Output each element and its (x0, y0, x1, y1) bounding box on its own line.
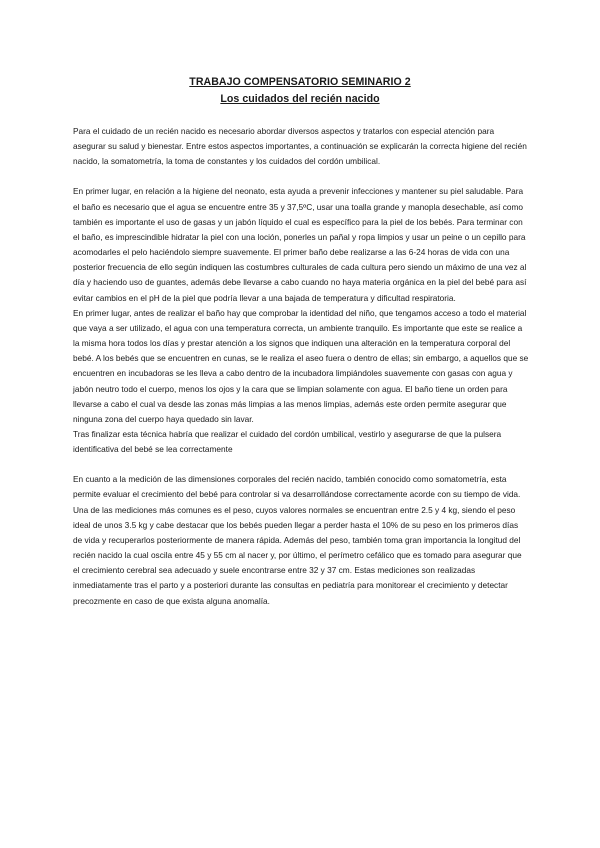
document-header (0, 74, 600, 108)
paragraph-hygiene: En primer lugar, en relación a la higiene del neonato, esta ayuda a prevenir infecciones y mantener su piel saludable. Para el baño es necesario que el agua se encuentre entre 35 y 37,5ºC, usar una toalla grande y manopla desechable, así como también es importante el uso de gasas y un jabón líquido el cual es específico para la piel de los bebés. Para terminar con el baño, es imprescindible hidratar la piel con una loción, ponerles un pañal y ropa limpios y usar un peine o un cepillo para acomodarles el pelo haciéndolo siempre suavemente. El primer baño debe realizarse a las 6-24 horas de vida con una posterior frecuencia de ello según indiquen las costumbres culturales de cada cultura pero siendo un máximo de una vez al día y haciendo uso de guantes, además debe llevarse a cabo cuando no haya materia orgánica en la piel del bebé para así evitar cambios en el pH de la piel que podría llevar a una bajada de temperatura y dificultad respiratoria. (73, 186, 527, 303)
document-body (73, 124, 529, 609)
paragraph-bath-procedure: En primer lugar, antes de realizar el baño hay que comprobar la identidad del niño, que tengamos acceso a todo el material que vaya a ser utilizado, el agua con una temperatura correcta, un ambiente tranquilo. Es importante que este se realice a la misma hora todos los días y prestar atención a los signos que indiquen una alteración en la temperatura corporal del bebé. A los bebés que se encuentren en cunas, se le realiza el aseo fuera o dentro de ellas; sin embargo, a aquellos que se encuentren en incubadoras se les lleva a cabo dentro de la incubadora limpiándoles suavemente con gasas con agua y jabón neutro todo el cuerpo, menos los ojos y la cara que se limpian solamente con agua. El baño tiene un orden para llevarse a cabo el cual va desde las zonas más limpias a las menos limpias, además este orden permite asegurar que ninguna zona del cuerpo haya quedado sin lavar. (73, 307, 529, 424)
document-subtitle: Los cuidados del recién nacido (220, 93, 380, 105)
paragraph-somatometry: En cuanto a la medición de las dimensiones corporales del recién nacido, también conocido como somatometría, esta permite evaluar el crecimiento del bebé para controlar si va desarrollándose correctamente acorde con su tiempo de vida. Una de las mediciones más comunes es el peso, cuyos valores normales se encuentran entre 2.5 y 4 kg, siendo el peso ideal de unos 3.5 kg y cabe destacar que los bebés pueden llegar a perder hasta el 10% de su peso en los primeros días de vida y recuperarlos posteriormente de manera rápida. Además del peso, también toma gran importancia la longitud del recién nacido la cual oscila entre 45 y 55 cm al nacer y, por último, el perímetro cefálico que es tomado para asegurar que el crecimiento cerebral sea adecuado y suele encontrarse entre 32 y 37 cm. Estas mediciones son realizadas inmediatamente tras el parto y a posteriori durante las consultas en pediatría para monitorear el crecimiento y detectar precozmente en caso de que exista alguna anomalía. (73, 474, 522, 606)
document-title: TRABAJO COMPENSATORIO SEMINARIO 2 (189, 76, 411, 88)
paragraph-after-bath: Tras finalizar esta técnica habría que realizar el cuidado del cordón umbilical, vestirlo y asegurarse de que la pulsera identificativa del bebé se lea correctamente (73, 428, 502, 455)
paragraph-gap (73, 169, 529, 184)
paragraph-intro: Para el cuidado de un recién nacido es necesario abordar diversos aspectos y tratarlos con especial atención para asegurar su salud y bienestar. Entre estos aspectos importantes, a continuación se explicarán la correcta higiene del recién nacido, la somatometría, la toma de constantes y los cuidados del cordón umbilical. (73, 126, 527, 167)
paragraph-gap (73, 457, 529, 472)
